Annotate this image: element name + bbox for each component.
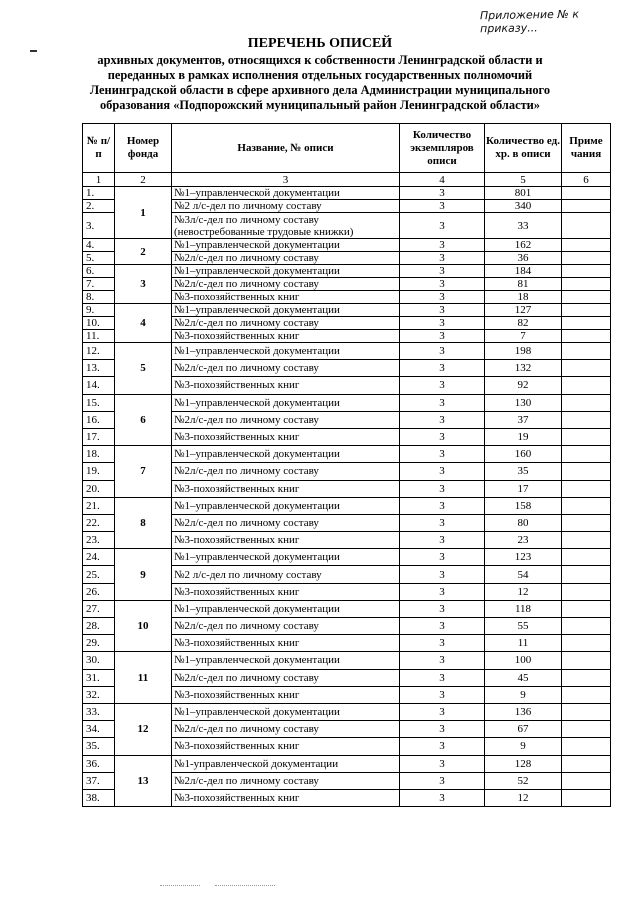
row-number: 22. [83,514,115,531]
copies-count: 3 [400,532,485,549]
row-number: 4. [83,239,115,252]
inventory-name: №2л/с-дел по личному составу [172,463,400,480]
units-count: 158 [485,497,562,514]
fund-number: 5 [115,343,172,395]
header-fund: Номер фонда [115,124,172,173]
fund-number: 11 [115,652,172,704]
units-count: 54 [485,566,562,583]
footer-dots [160,885,200,886]
note-cell [562,343,611,360]
note-cell [562,755,611,772]
inventory-name: №2л/с-дел по личному составу [172,411,400,428]
copies-count: 3 [400,446,485,463]
copies-count: 3 [400,377,485,394]
inventory-name: №3-похозяйственных книг [172,428,400,445]
note-cell [562,360,611,377]
units-count: 11 [485,635,562,652]
row-number: 19. [83,463,115,480]
row-number: 1. [83,187,115,200]
units-count: 36 [485,252,562,265]
note-cell [562,618,611,635]
units-count: 35 [485,463,562,480]
row-number: 29. [83,635,115,652]
copies-count: 3 [400,497,485,514]
inventory-name: №3-похозяйственных книг [172,480,400,497]
inventory-name: №3-похозяйственных книг [172,635,400,652]
note-cell [562,721,611,738]
copies-count: 3 [400,187,485,200]
inventory-name: №1–управленческой документации [172,549,400,566]
note-cell [562,686,611,703]
column-number: 3 [172,173,400,187]
units-count: 80 [485,514,562,531]
inventory-name: №1–управленческой документации [172,265,400,278]
inventory-name: №1–управленческой документации [172,497,400,514]
copies-count: 3 [400,652,485,669]
copies-count: 3 [400,411,485,428]
note-cell [562,583,611,600]
inventory-name: №3-похозяйственных книг [172,377,400,394]
copies-count: 3 [400,686,485,703]
row-number: 32. [83,686,115,703]
row-number: 30. [83,652,115,669]
copies-count: 3 [400,394,485,411]
units-count: 45 [485,669,562,686]
fund-number: 8 [115,497,172,549]
copies-count: 3 [400,317,485,330]
note-cell [562,497,611,514]
note-cell [562,187,611,200]
table-row [83,703,611,720]
units-count: 12 [485,789,562,806]
inventory-name: №2л/с-дел по личному составу [172,278,400,291]
column-number: 5 [485,173,562,187]
row-number: 24. [83,549,115,566]
units-count: 100 [485,652,562,669]
row-number: 15. [83,394,115,411]
units-count: 184 [485,265,562,278]
fund-number: 13 [115,755,172,807]
inventory-name: №2л/с-дел по личному составу [172,772,400,789]
note-cell [562,772,611,789]
column-number: 2 [115,173,172,187]
units-count: 198 [485,343,562,360]
units-count: 801 [485,187,562,200]
note-cell [562,278,611,291]
copies-count: 3 [400,703,485,720]
units-count: 130 [485,394,562,411]
row-number: 33. [83,703,115,720]
copies-count: 3 [400,669,485,686]
inventory-name: №2л/с-дел по личному составу [172,252,400,265]
inventory-name: №3-похозяйственных книг [172,291,400,304]
note-cell [562,600,611,617]
units-count: 17 [485,480,562,497]
table-row [83,497,611,514]
fund-number: 2 [115,239,172,265]
copies-count: 3 [400,265,485,278]
header-num: № п/п [83,124,115,173]
table-row [83,239,611,252]
inventory-name: №3-похозяйственных книг [172,789,400,806]
copies-count: 3 [400,635,485,652]
table-row [83,343,611,360]
copies-count: 3 [400,304,485,317]
inventory-name: №1–управленческой документации [172,304,400,317]
row-number: 21. [83,497,115,514]
row-number: 10. [83,317,115,330]
units-count: 136 [485,703,562,720]
row-number: 31. [83,669,115,686]
table-row [83,549,611,566]
units-count: 92 [485,377,562,394]
header-units: Количество ед. хр. в описи [485,124,562,173]
copies-count: 3 [400,755,485,772]
note-cell [562,789,611,806]
units-count: 12 [485,583,562,600]
inventory-name: №1–управленческой документации [172,446,400,463]
copies-count: 3 [400,566,485,583]
fund-number: 6 [115,394,172,446]
note-cell [562,635,611,652]
note-cell [562,446,611,463]
units-count: 18 [485,291,562,304]
units-count: 82 [485,317,562,330]
footer-dots [215,885,275,886]
units-count: 19 [485,428,562,445]
note-cell [562,265,611,278]
note-cell [562,549,611,566]
copies-count: 3 [400,738,485,755]
header-copies: Количество экземпляров описи [400,124,485,173]
row-number: 5. [83,252,115,265]
fund-number: 1 [115,187,172,239]
copies-count: 3 [400,480,485,497]
inventory-name: №1-управленческой документации [172,755,400,772]
header-row [83,124,611,173]
units-count: 340 [485,200,562,213]
note-cell [562,411,611,428]
inventory-name: №1–управленческой документации [172,394,400,411]
fund-number: 9 [115,549,172,601]
units-count: 160 [485,446,562,463]
row-number: 11. [83,330,115,343]
inventory-name: №1–управленческой документации [172,703,400,720]
table-row [83,187,611,200]
fund-number: 12 [115,703,172,755]
table-row [83,265,611,278]
note-cell [562,291,611,304]
note-cell [562,377,611,394]
inventory-name: №2л/с-дел по личному составу [172,360,400,377]
copies-count: 3 [400,291,485,304]
copies-count: 3 [400,600,485,617]
table-row [83,394,611,411]
table-row [83,304,611,317]
inventory-name: №1–управленческой документации [172,343,400,360]
units-count: 162 [485,239,562,252]
row-number: 36. [83,755,115,772]
table-row [83,446,611,463]
fund-number: 4 [115,304,172,343]
row-number: 7. [83,278,115,291]
copies-count: 3 [400,772,485,789]
note-cell [562,428,611,445]
copies-count: 3 [400,463,485,480]
row-number: 6. [83,265,115,278]
inventory-name: №1–управленческой документации [172,652,400,669]
inventory-name: №2 л/с-дел по личному составу [172,566,400,583]
units-count: 127 [485,304,562,317]
inventory-name: №2л/с-дел по личному составу [172,317,400,330]
units-count: 67 [485,721,562,738]
row-number: 38. [83,789,115,806]
units-count: 132 [485,360,562,377]
units-count: 7 [485,330,562,343]
row-number: 28. [83,618,115,635]
row-number: 37. [83,772,115,789]
note-cell [562,738,611,755]
table-row [83,755,611,772]
note-cell [562,239,611,252]
units-count: 52 [485,772,562,789]
row-number: 3. [83,213,115,239]
inventory-name: №3л/с-дел по личному составу (невостребованные трудовые книжки) [172,213,400,239]
row-number: 35. [83,738,115,755]
inventory-name: №2л/с-дел по личному составу [172,721,400,738]
inventory-name: №2л/с-дел по личному составу [172,669,400,686]
column-number: 1 [83,173,115,187]
document-subtitle: архивных документов, относящихся к собственности Ленинградской области и переданных в рамках исполнения отдельных государственных полномочий Ленинградской области в сфере архивного дела Администрации муниципального образования «Подпорожский муниципальный район Ленинградской области» [89,53,551,112]
note-cell [562,200,611,213]
row-number: 13. [83,360,115,377]
inventory-name: №1–управленческой документации [172,187,400,200]
units-count: 9 [485,686,562,703]
inventory-name: №1–управленческой документации [172,239,400,252]
header-notes: Приме чания [562,124,611,173]
row-number: 14. [83,377,115,394]
copies-count: 3 [400,200,485,213]
note-cell [562,304,611,317]
note-cell [562,317,611,330]
note-cell [562,330,611,343]
row-number: 8. [83,291,115,304]
note-cell [562,213,611,239]
row-number: 2. [83,200,115,213]
copies-count: 3 [400,428,485,445]
note-cell [562,703,611,720]
note-cell [562,566,611,583]
copies-count: 3 [400,583,485,600]
row-number: 18. [83,446,115,463]
units-count: 9 [485,738,562,755]
copies-count: 3 [400,360,485,377]
row-number: 9. [83,304,115,317]
column-number-row [83,173,611,187]
inventory-name: №1–управленческой документации [172,600,400,617]
inventory-table [82,123,611,807]
note-cell [562,480,611,497]
units-count: 55 [485,618,562,635]
copies-count: 3 [400,789,485,806]
copies-count: 3 [400,549,485,566]
row-number: 27. [83,600,115,617]
units-count: 81 [485,278,562,291]
inventory-name: №2л/с-дел по личному составу [172,514,400,531]
row-number: 25. [83,566,115,583]
table-body [83,187,611,807]
table-row [83,652,611,669]
copies-count: 3 [400,618,485,635]
row-number: 26. [83,583,115,600]
note-cell [562,463,611,480]
copies-count: 3 [400,514,485,531]
inventory-name: №3-похозяйственных книг [172,330,400,343]
units-count: 123 [485,549,562,566]
units-count: 118 [485,600,562,617]
copies-count: 3 [400,721,485,738]
note-cell [562,252,611,265]
copies-count: 3 [400,213,485,239]
inventory-name: №2л/с-дел по личному составу [172,618,400,635]
units-count: 128 [485,755,562,772]
inventory-name: №2 л/с-дел по личному составу [172,200,400,213]
fund-number: 7 [115,446,172,498]
document-title: ПЕРЕЧЕНЬ ОПИСЕЙ [247,36,393,51]
units-count: 33 [485,213,562,239]
row-number: 16. [83,411,115,428]
fund-number: 10 [115,600,172,652]
handwritten-note: Приложение № к приказу... [479,7,580,36]
note-cell [562,394,611,411]
inventory-name: №3-похозяйственных книг [172,583,400,600]
note-cell [562,532,611,549]
inventory-name: №3-похозяйственных книг [172,686,400,703]
note-cell [562,669,611,686]
note-cell [562,652,611,669]
row-number: 20. [83,480,115,497]
units-count: 37 [485,411,562,428]
row-number: 34. [83,721,115,738]
units-count: 23 [485,532,562,549]
header-name: Название, № описи [172,124,400,173]
copies-count: 3 [400,252,485,265]
inventory-name: №3-похозяйственных книг [172,738,400,755]
note-cell [562,514,611,531]
copies-count: 3 [400,239,485,252]
copies-count: 3 [400,278,485,291]
column-number: 4 [400,173,485,187]
copies-count: 3 [400,330,485,343]
inventory-name: №3-похозяйственных книг [172,532,400,549]
row-number: 23. [83,532,115,549]
column-number: 6 [562,173,611,187]
row-number: 17. [83,428,115,445]
row-number: 12. [83,343,115,360]
table-row [83,600,611,617]
fund-number: 3 [115,265,172,304]
copies-count: 3 [400,343,485,360]
